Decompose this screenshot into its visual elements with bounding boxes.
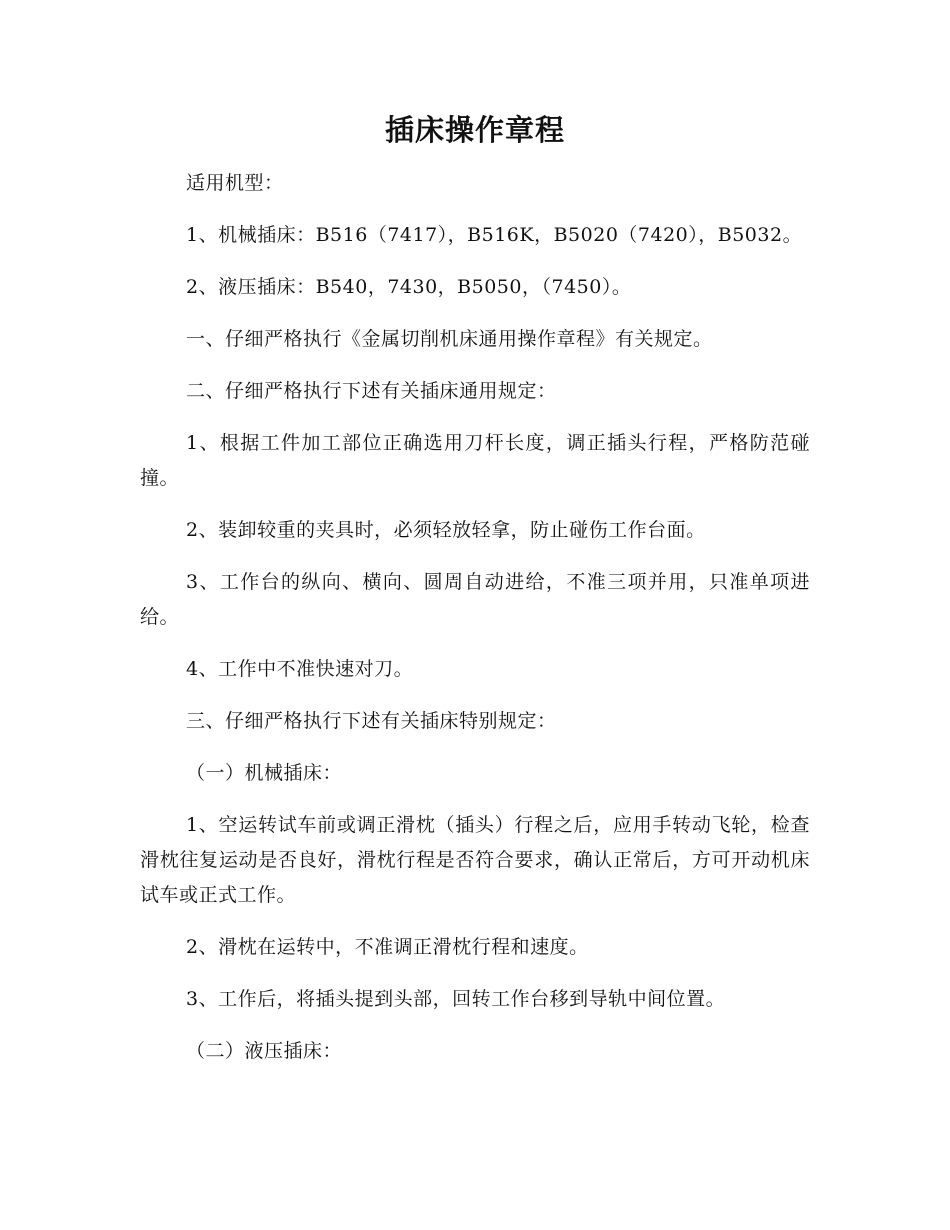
paragraph-section-three: 三、仔细严格执行下述有关插床特别规定：: [186, 710, 557, 732]
document-title: 插床操作章程: [384, 113, 565, 147]
paragraph-section-two: 二、仔细严格执行下述有关插床通用规定：: [186, 380, 557, 402]
paragraph-rule-no-adjust-running: 2、滑枕在运转中，不准调正滑枕行程和速度。: [186, 936, 589, 958]
paragraph-subsection-mechanical: （一）机械插床：: [186, 762, 343, 784]
paragraph-rule-tool-length: 1、根据工件加工部位正确选用刀杆长度，调正插头行程，严格防范碰撞。: [140, 432, 810, 489]
paragraph-section-one: 一、仔细严格执行《金属切削机床通用操作章程》有关规定。: [186, 328, 713, 350]
paragraph-subsection-hydraulic: （二）液压插床：: [186, 1040, 343, 1062]
paragraph-mechanical-models: 1、机械插床：B516（7417），B516K，B5020（7420），B5032。: [186, 224, 803, 246]
paragraph-rule-feed: 3、工作台的纵向、横向、圆周自动进给，不准三项并用，只准单项进给。: [140, 571, 810, 628]
paragraph-rule-after-work: 3、工作后，将插头提到头部，回转工作台移到导轨中间位置。: [186, 988, 726, 1010]
paragraph-hydraulic-models: 2、液压插床：B540，7430，B5050，（7450）。: [186, 276, 632, 298]
document-body: [140, 166, 810, 1086]
paragraph-rule-no-fast-approach: 4、工作中不准快速对刀。: [186, 658, 414, 680]
paragraph-applicable-models: 适用机型：: [186, 172, 284, 194]
paragraph-rule-test-run: 1、空运转试车前或调正滑枕（插头）行程之后，应用手转动飞轮，检查滑枕往复运动是否良好，滑枕行程是否符合要求，确认正常后，方可开动机床试车或正式工作。: [140, 814, 810, 906]
paragraph-rule-fixture: 2、装卸较重的夹具时，必须轻放轻拿，防止碰伤工作台面。: [186, 519, 706, 541]
